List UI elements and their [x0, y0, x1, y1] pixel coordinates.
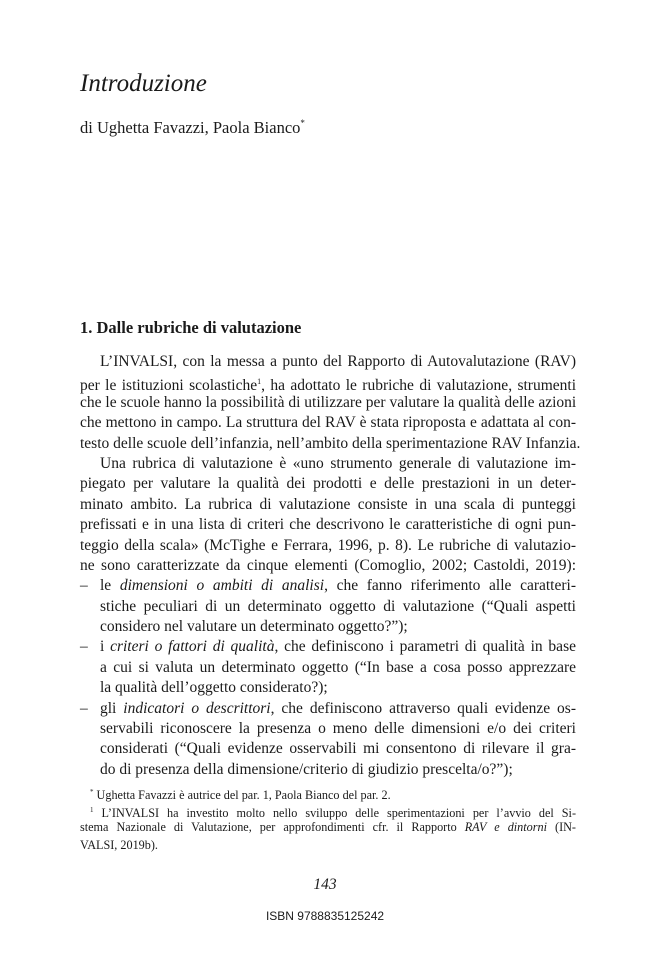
list-dash: – — [80, 638, 88, 656]
italic-title: RAV e dintorni — [464, 820, 547, 835]
footnote-text: (IN- — [546, 820, 576, 835]
text-line: prefissati e in una lista di criteri che descrivono le caratteristiche di ogni pun- — [80, 516, 576, 534]
text-fragment: per le istituzioni scolastiche — [80, 377, 258, 395]
text-line: ne sono caratterizzate da cinque elementi (Comoglio, 2002; Castoldi, 2019): — [80, 556, 576, 574]
text-line: stiche peculiari di un determinato oggetto di valutazione (“Quali aspetti — [100, 597, 576, 615]
text-fragment: le — [100, 577, 120, 595]
text-fragment: i — [100, 638, 111, 656]
text-line: che mettono in campo. La struttura del RAV è stata riproposta e adattata al con- — [80, 414, 576, 432]
footnote-mark: 1 — [90, 805, 94, 814]
text-line: che le scuole hanno la possibilità di utilizzare per valutare la qualità delle azioni — [80, 393, 577, 411]
text-line: considerati (“Quali evidenze osservabili mi consentono di rilevare il gra- — [100, 740, 576, 758]
text-line: do di presenza della dimensione/criterio di giudizio prescelta/o?”); — [100, 760, 513, 778]
chapter-authors — [80, 112, 305, 139]
list-item — [80, 637, 576, 657]
text-line: la qualità dell’oggetto considerato?); — [100, 679, 328, 697]
text-fragment: , che definiscono i parametri di qualità in base — [274, 638, 576, 656]
text-fragment: gli — [100, 699, 124, 717]
text-line: a cui si valuta un determinato oggetto (“In base a cosa posso apprezzare — [100, 658, 576, 676]
footnote-mark: * — [90, 788, 94, 796]
body-text — [80, 352, 581, 780]
text-fragment: , ha adottato le rubriche di valutazione, strumenti — [261, 377, 576, 395]
section-heading: 1. Dalle rubriche di valutazione — [80, 318, 302, 337]
text-line: L’INVALSI, con la messa a punto del Rapporto di Autovalutazione (RAV) — [100, 353, 576, 370]
text-line: minato ambito. La rubrica di valutazione consiste in una scala di punteggi — [80, 495, 576, 513]
footnote — [80, 784, 576, 802]
text-fragment: , che definiscono attraverso quali evidenze os- — [270, 699, 576, 717]
text-fragment: , che fanno riferimento alle caratteri- — [324, 577, 576, 595]
text-line: considero nel valutare un determinato oggetto?”); — [100, 618, 408, 636]
footnote-text: stema Nazionale di Valutazione, per approfondimenti cfr. il Rapporto — [80, 820, 465, 835]
text-line: piegato per valutare la qualità dei prodotti e delle prestazioni in un deter- — [80, 475, 576, 493]
page-number: 143 — [313, 876, 337, 893]
italic-term: indicatori o descrittori — [123, 699, 271, 717]
text-line: teggio della scala» (McTighe e Ferrara, 1996, p. 8). Le rubriche di valutazio- — [80, 536, 576, 554]
footnote-line — [80, 819, 576, 837]
footnote-ref: 1 — [257, 377, 262, 387]
list-dash: – — [80, 577, 88, 595]
text-line — [80, 372, 576, 395]
footnote-line: VALSI, 2019b). — [80, 837, 158, 852]
authors-footnote-mark: * — [300, 118, 305, 128]
authors-text: di Ughetta Favazzi, Paola Bianco — [80, 118, 301, 137]
chapter-title: Introduzione — [80, 70, 207, 97]
isbn: ISBN 9788835125242 — [265, 909, 385, 923]
footnote-text: Ughetta Favazzi è autrice del par. 1, Paola Bianco del par. 2. — [93, 788, 391, 802]
italic-term: dimensioni o ambiti di analisi — [119, 577, 325, 595]
italic-term: criteri o fattori di qualità — [110, 638, 275, 656]
text-line: servabili riconoscere la presenza o meno delle dimensioni e/o dei criteri — [100, 720, 576, 738]
footnote-text: L’INVALSI ha investito molto nello sviluppo delle sperimentazioni per l’avvio del Si- — [93, 805, 576, 820]
list-item — [80, 699, 576, 719]
list-dash: – — [80, 699, 88, 717]
text-line: testo delle scuole dell’infanzia, nell’ambito della sperimentazione RAV Infanzia. — [80, 434, 581, 452]
footnotes — [80, 784, 576, 854]
list-item — [80, 576, 576, 596]
footnote — [80, 802, 576, 820]
text-line: Una rubrica di valutazione è «uno strumento generale di valutazione im- — [100, 454, 576, 472]
